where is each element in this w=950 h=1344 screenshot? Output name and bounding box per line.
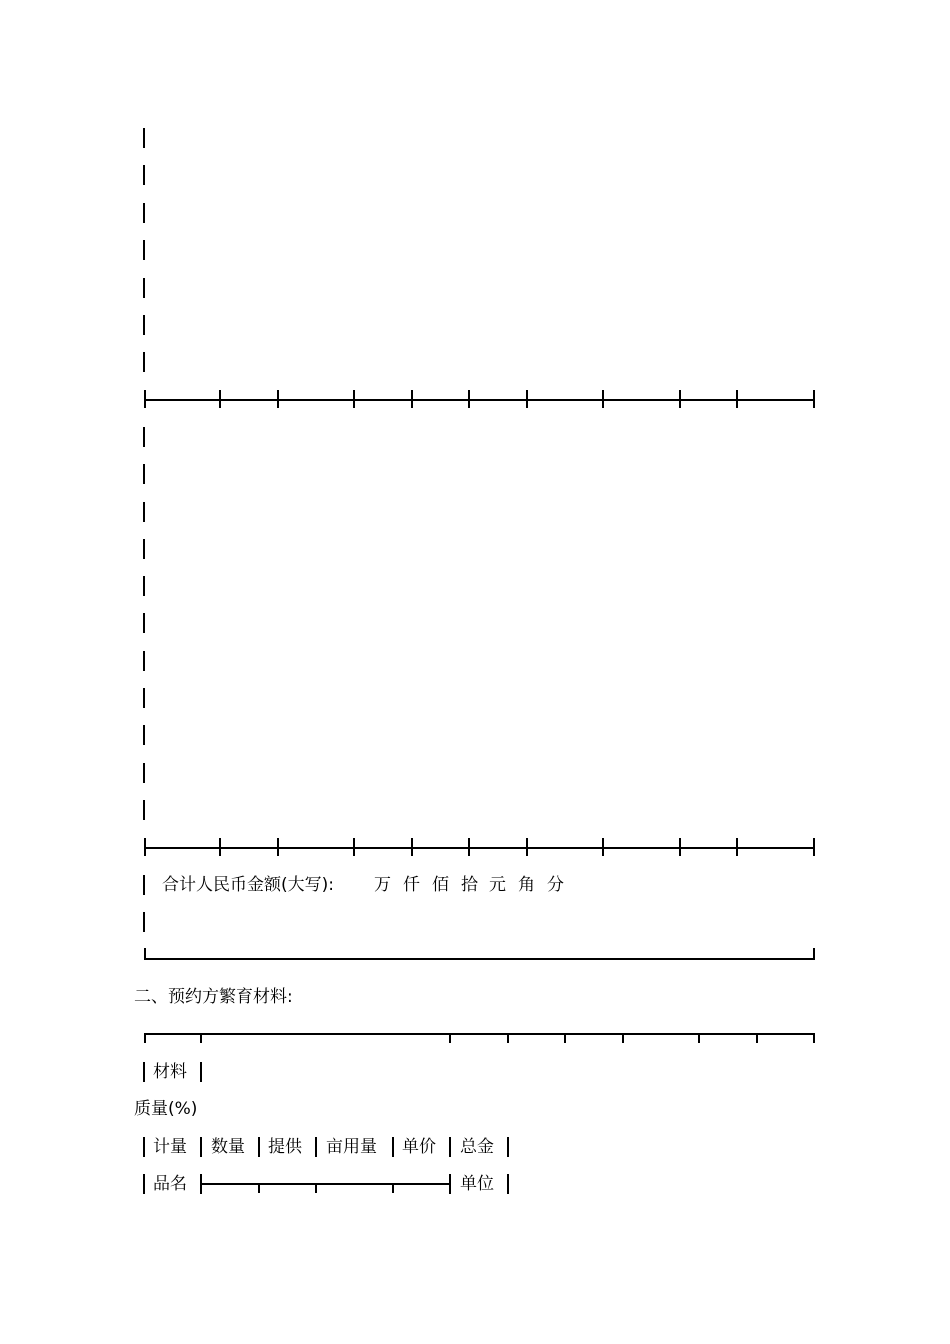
quality-label: 质量(%): [134, 1099, 198, 1119]
header-cell: 亩用量: [326, 1137, 377, 1157]
divider-tick: [736, 838, 738, 856]
divider-tick: [468, 838, 470, 856]
divider-tick: [144, 838, 146, 856]
header-cell: 提供: [268, 1137, 302, 1157]
divider-line: [144, 399, 815, 401]
unit-qian: 仟: [403, 875, 420, 895]
divider-tick: [813, 390, 815, 408]
inner-tick: [315, 1183, 317, 1193]
name-label: 品名: [153, 1174, 187, 1194]
divider-tick: [602, 838, 604, 856]
unit-shi: 拾: [461, 875, 478, 895]
cell-border: [143, 1062, 145, 1082]
unit-yuan: 元: [489, 875, 506, 895]
cell-border: [507, 1137, 509, 1157]
divider-tick: [679, 838, 681, 856]
section-heading: 二、预约方繁育材料:: [134, 987, 293, 1007]
top-tick: [564, 1033, 566, 1043]
unit-bai: 佰: [432, 875, 449, 895]
cell-border: [143, 1174, 145, 1194]
cell-border: [143, 1137, 145, 1157]
row-border: [143, 576, 145, 596]
row-border: [143, 539, 145, 559]
bottom-line: [144, 958, 815, 960]
row-border: [143, 912, 145, 932]
row-border: [143, 278, 145, 298]
inner-line: [200, 1183, 450, 1185]
divider-tick: [144, 390, 146, 408]
row-border: [143, 315, 145, 335]
inner-tick: [258, 1183, 260, 1193]
header-cell: 单价: [402, 1137, 436, 1157]
corner-right: [813, 948, 815, 959]
divider-tick: [219, 390, 221, 408]
header-cell: 数量: [211, 1137, 245, 1157]
top-tick: [144, 1033, 146, 1043]
cell-border: [449, 1174, 451, 1194]
divider-tick: [526, 390, 528, 408]
divider-tick: [736, 390, 738, 408]
top-tick: [698, 1033, 700, 1043]
divider-tick: [679, 390, 681, 408]
divider-tick: [353, 838, 355, 856]
row-border: [143, 725, 145, 745]
material-label: 材料: [153, 1062, 187, 1082]
top-tick: [813, 1033, 815, 1043]
top-tick: [756, 1033, 758, 1043]
divider-tick: [526, 838, 528, 856]
row-border: [143, 688, 145, 708]
row-border: [143, 240, 145, 260]
divider-tick: [219, 838, 221, 856]
divider-tick: [277, 838, 279, 856]
corner-left: [144, 948, 146, 959]
top-tick: [449, 1033, 451, 1043]
row-border: [143, 502, 145, 522]
row-border: [143, 352, 145, 372]
unit-label: 单位: [460, 1174, 494, 1194]
total-amount-label: 合计人民币金额(大写):: [162, 875, 334, 895]
unit-wan: 万: [374, 875, 391, 895]
cell-border: [258, 1137, 260, 1157]
divider-tick: [411, 838, 413, 856]
cell-border: [449, 1137, 451, 1157]
cell-border: [507, 1174, 509, 1194]
top-tick: [622, 1033, 624, 1043]
unit-fen: 分: [547, 875, 564, 895]
header-cell: 计量: [153, 1137, 187, 1157]
unit-jiao: 角: [518, 875, 535, 895]
divider-tick: [468, 390, 470, 408]
row-border: [143, 427, 145, 447]
row-border: [143, 128, 145, 148]
row-border: [143, 651, 145, 671]
divider-tick: [813, 838, 815, 856]
cell-border: [200, 1062, 202, 1082]
divider-tick: [353, 390, 355, 408]
divider-tick: [411, 390, 413, 408]
divider-line: [144, 847, 815, 849]
inner-tick: [392, 1183, 394, 1193]
row-border: [143, 203, 145, 223]
cell-border: [200, 1137, 202, 1157]
row-border: [143, 165, 145, 185]
header-cell: 总金: [460, 1137, 494, 1157]
cell-border: [392, 1137, 394, 1157]
row-border: [143, 613, 145, 633]
top-tick: [507, 1033, 509, 1043]
cell-border: [315, 1137, 317, 1157]
row-border: [143, 464, 145, 484]
top-tick: [200, 1033, 202, 1043]
top-line: [144, 1033, 815, 1035]
row-border: [143, 763, 145, 783]
row-border: [143, 800, 145, 820]
divider-tick: [277, 390, 279, 408]
row-border: [143, 875, 145, 895]
divider-tick: [602, 390, 604, 408]
